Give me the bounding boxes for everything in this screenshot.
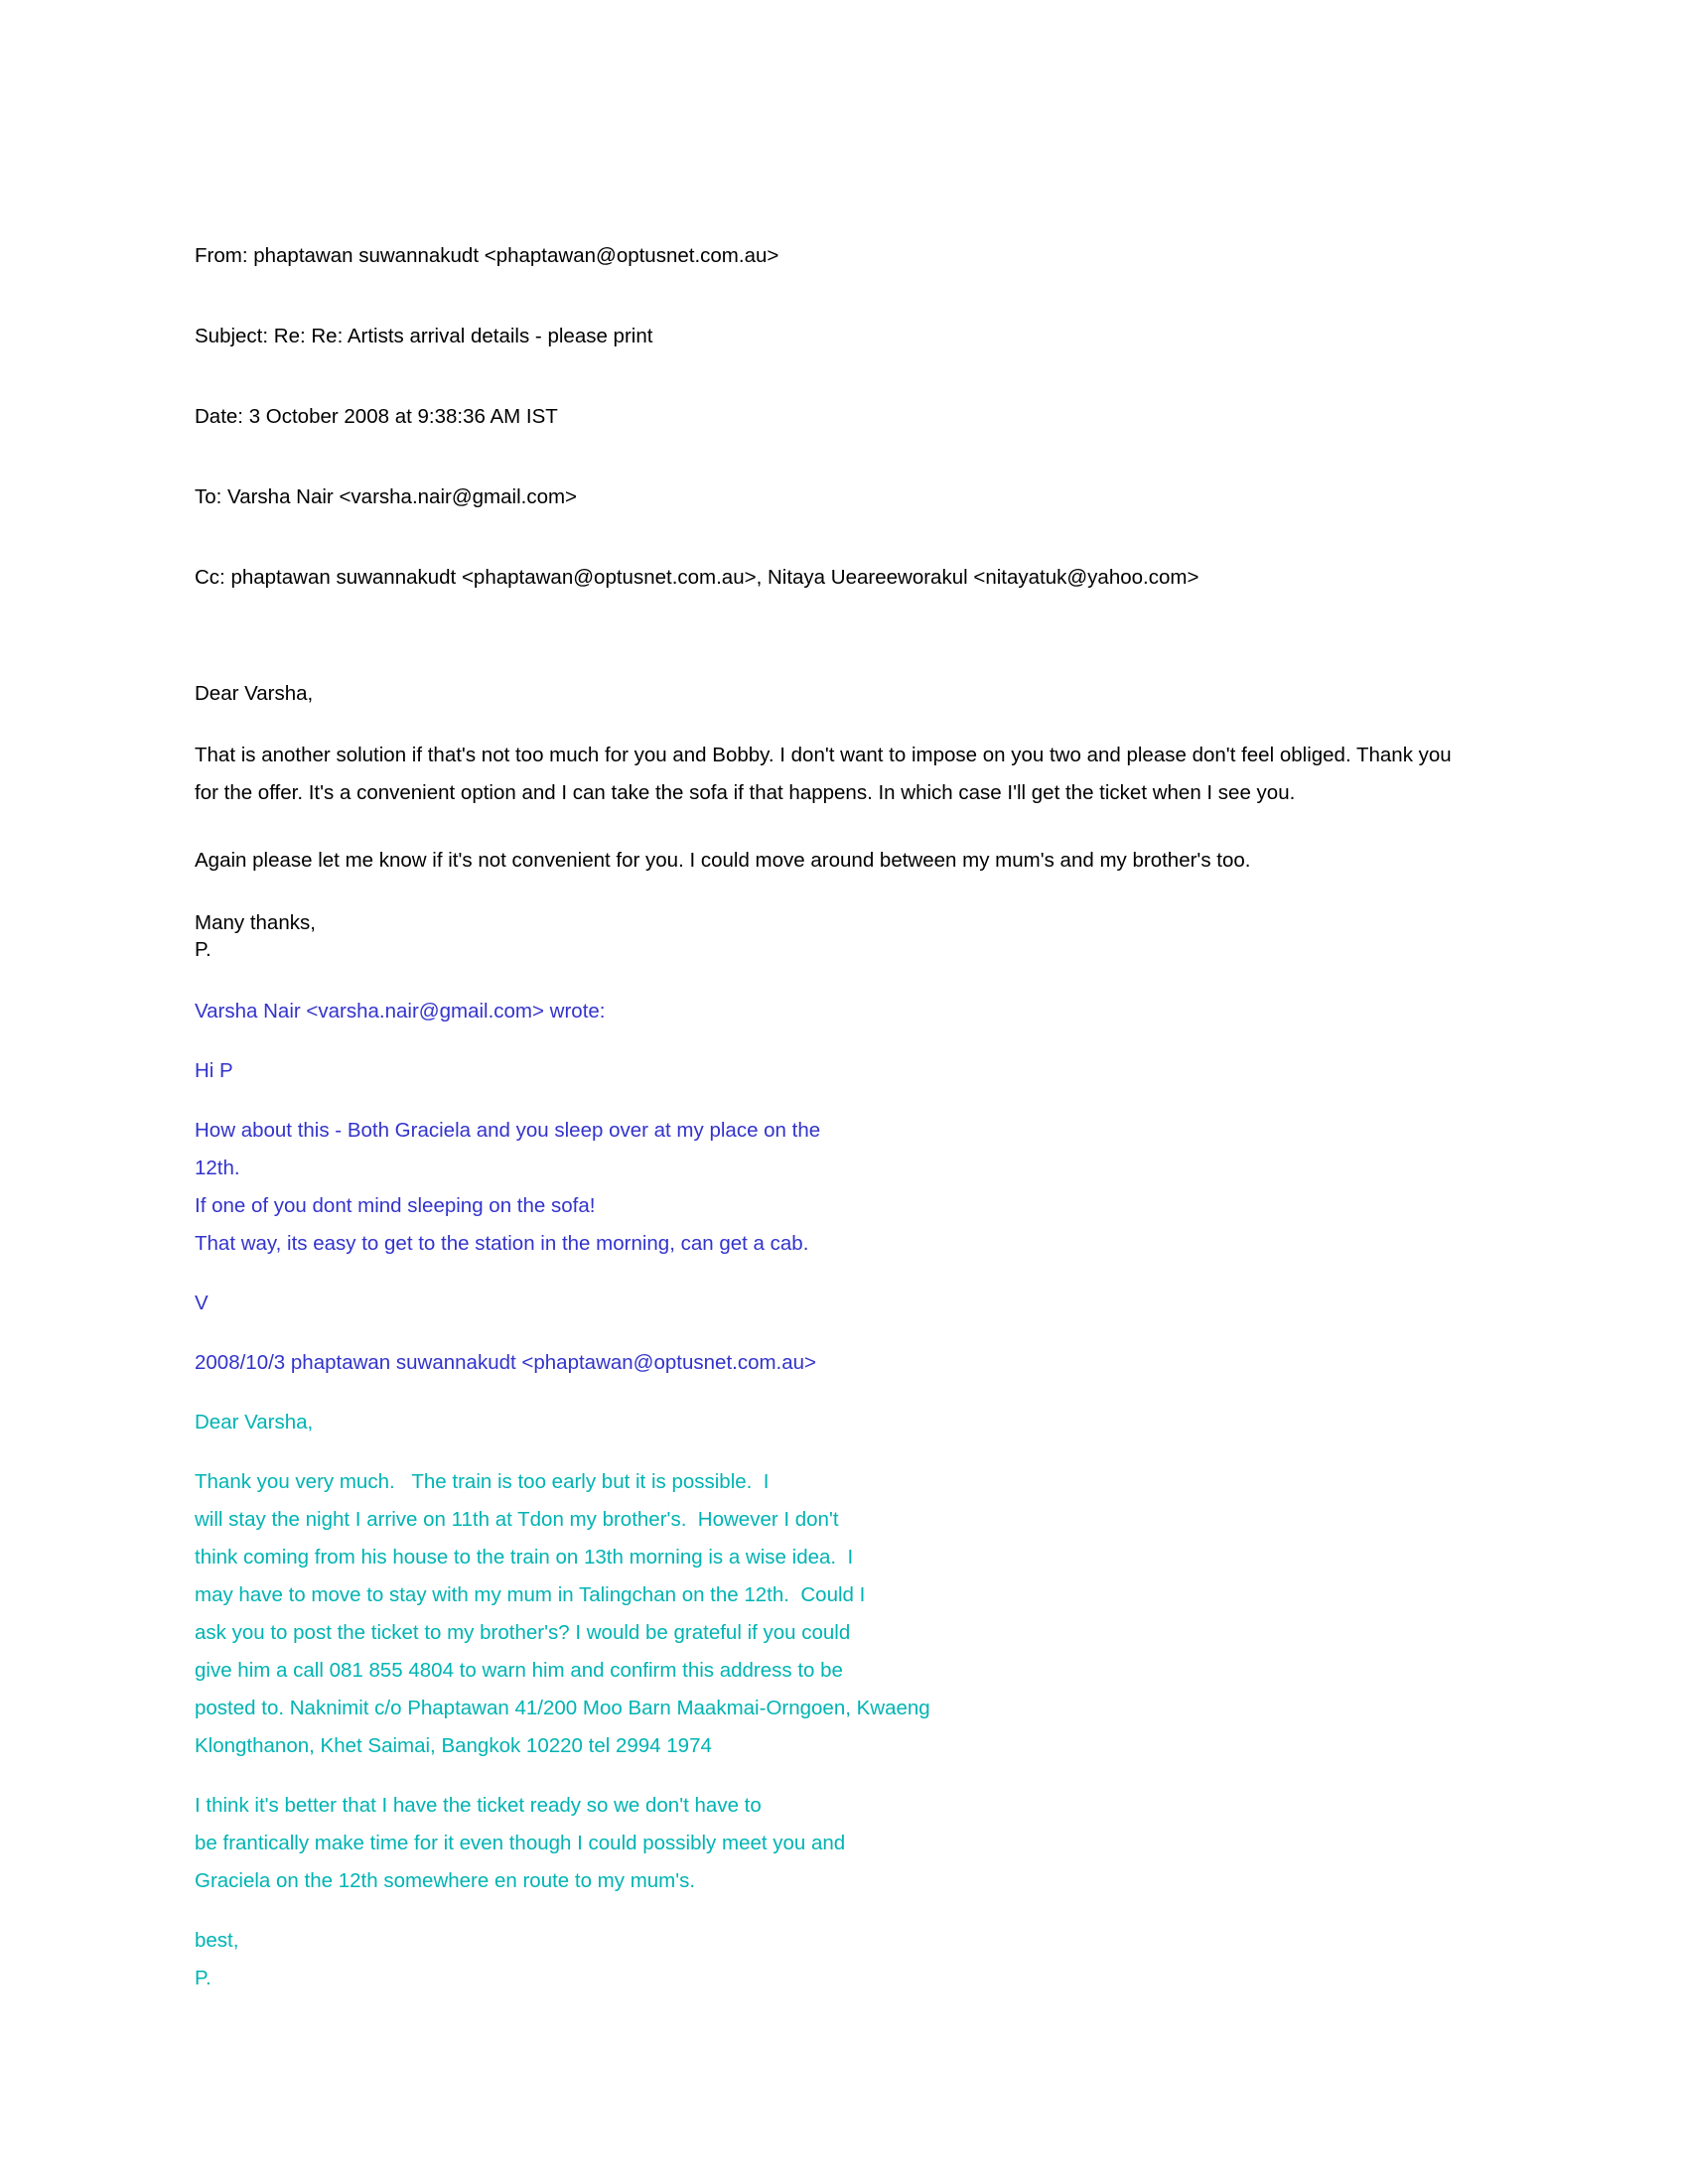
quoted-message-blue	[195, 993, 1476, 1382]
spacer	[195, 1382, 1476, 1404]
quote-line: That way, its easy to get to the station in the morning, can get a cab.	[195, 1232, 809, 1255]
paragraph-1: That is another solution if that's not too much for you and Bobby. I don't want to impose on you two and please don't feel obliged. Thank you for the offer. It's a convenient option and I can take the sofa if that happens. In which case I'll get the ticket when I see you.	[195, 744, 1452, 804]
quote-line: will stay the night I arrive on 11th at Tdon my brother's. However I don't	[195, 1508, 839, 1531]
quote-signature: P.	[195, 1967, 211, 1989]
header-date: Date: 3 October 2008 at 9:38:36 AM IST	[195, 405, 558, 428]
quote-line: ask you to post the ticket to my brother's? I would be grateful if you could	[195, 1621, 851, 1644]
quote-line: give him a call 081 855 4804 to warn him and confirm this address to be	[195, 1659, 843, 1682]
quote-signature: V	[195, 1292, 209, 1314]
quote-line: Graciela on the 12th somewhere en route to my mum's.	[195, 1869, 696, 1892]
signature: P.	[195, 938, 211, 961]
message-top	[195, 680, 1476, 963]
paragraph-2: Again please let me know if it's not convenient for you. I could move around between my mum's and my brother's too.	[195, 849, 1251, 872]
spacer	[195, 963, 1476, 993]
spacer	[195, 1322, 1476, 1344]
header-from: From: phaptawan suwannakudt <phaptawan@optusnet.com.au>	[195, 244, 779, 267]
spacer	[195, 1900, 1476, 1922]
spacer	[195, 1441, 1476, 1463]
quoted-message-teal	[195, 1404, 1476, 1997]
quote-signoff: best,	[195, 1929, 239, 1952]
quote-line: If one of you dont mind sleeping on the sofa!	[195, 1194, 596, 1217]
quote-greeting: Hi P	[195, 1059, 233, 1082]
quote-line: may have to move to stay with my mum in Talingchan on the 12th. Could I	[195, 1583, 866, 1606]
email-headers	[195, 189, 1476, 644]
greeting: Dear Varsha,	[195, 682, 314, 705]
spacer	[195, 644, 1476, 680]
quote-attribution: Varsha Nair <varsha.nair@gmail.com> wrote:	[195, 1000, 606, 1023]
signoff: Many thanks,	[195, 911, 316, 934]
quote-line: be frantically make time for it even though I could possibly meet you and	[195, 1832, 846, 1854]
quote-line: think coming from his house to the train on 13th morning is a wise idea. I	[195, 1546, 854, 1569]
quote-line: 12th.	[195, 1157, 240, 1179]
header-cc: Cc: phaptawan suwannakudt <phaptawan@optusnet.com.au>, Nitaya Ueareeworakul <nitayatuk@yahoo.com>	[195, 566, 1199, 589]
spacer	[195, 1263, 1476, 1285]
spacer	[195, 1090, 1476, 1112]
spacer	[195, 1030, 1476, 1052]
quote-line: I think it's better that I have the ticket ready so we don't have to	[195, 1794, 762, 1817]
email-body	[195, 189, 1476, 1997]
spacer	[195, 880, 1476, 909]
quote-attribution-2: 2008/10/3 phaptawan suwannakudt <phaptawan@optusnet.com.au>	[195, 1351, 817, 1374]
spacer	[195, 1765, 1476, 1787]
header-subject: Subject: Re: Re: Artists arrival details - please print	[195, 325, 653, 347]
quote-line: Thank you very much. The train is too early but it is possible. I	[195, 1470, 770, 1493]
quote-line: Klongthanon, Khet Saimai, Bangkok 10220 tel 2994 1974	[195, 1734, 712, 1757]
header-to: To: Varsha Nair <varsha.nair@gmail.com>	[195, 485, 578, 508]
spacer	[195, 707, 1476, 737]
quote-line: posted to. Naknimit c/o Phaptawan 41/200 Moo Barn Maakmai-Orngoen, Kwaeng	[195, 1697, 930, 1719]
spacer	[195, 812, 1476, 842]
quote-line: How about this - Both Graciela and you sleep over at my place on the	[195, 1119, 821, 1142]
quote-greeting: Dear Varsha,	[195, 1411, 314, 1433]
